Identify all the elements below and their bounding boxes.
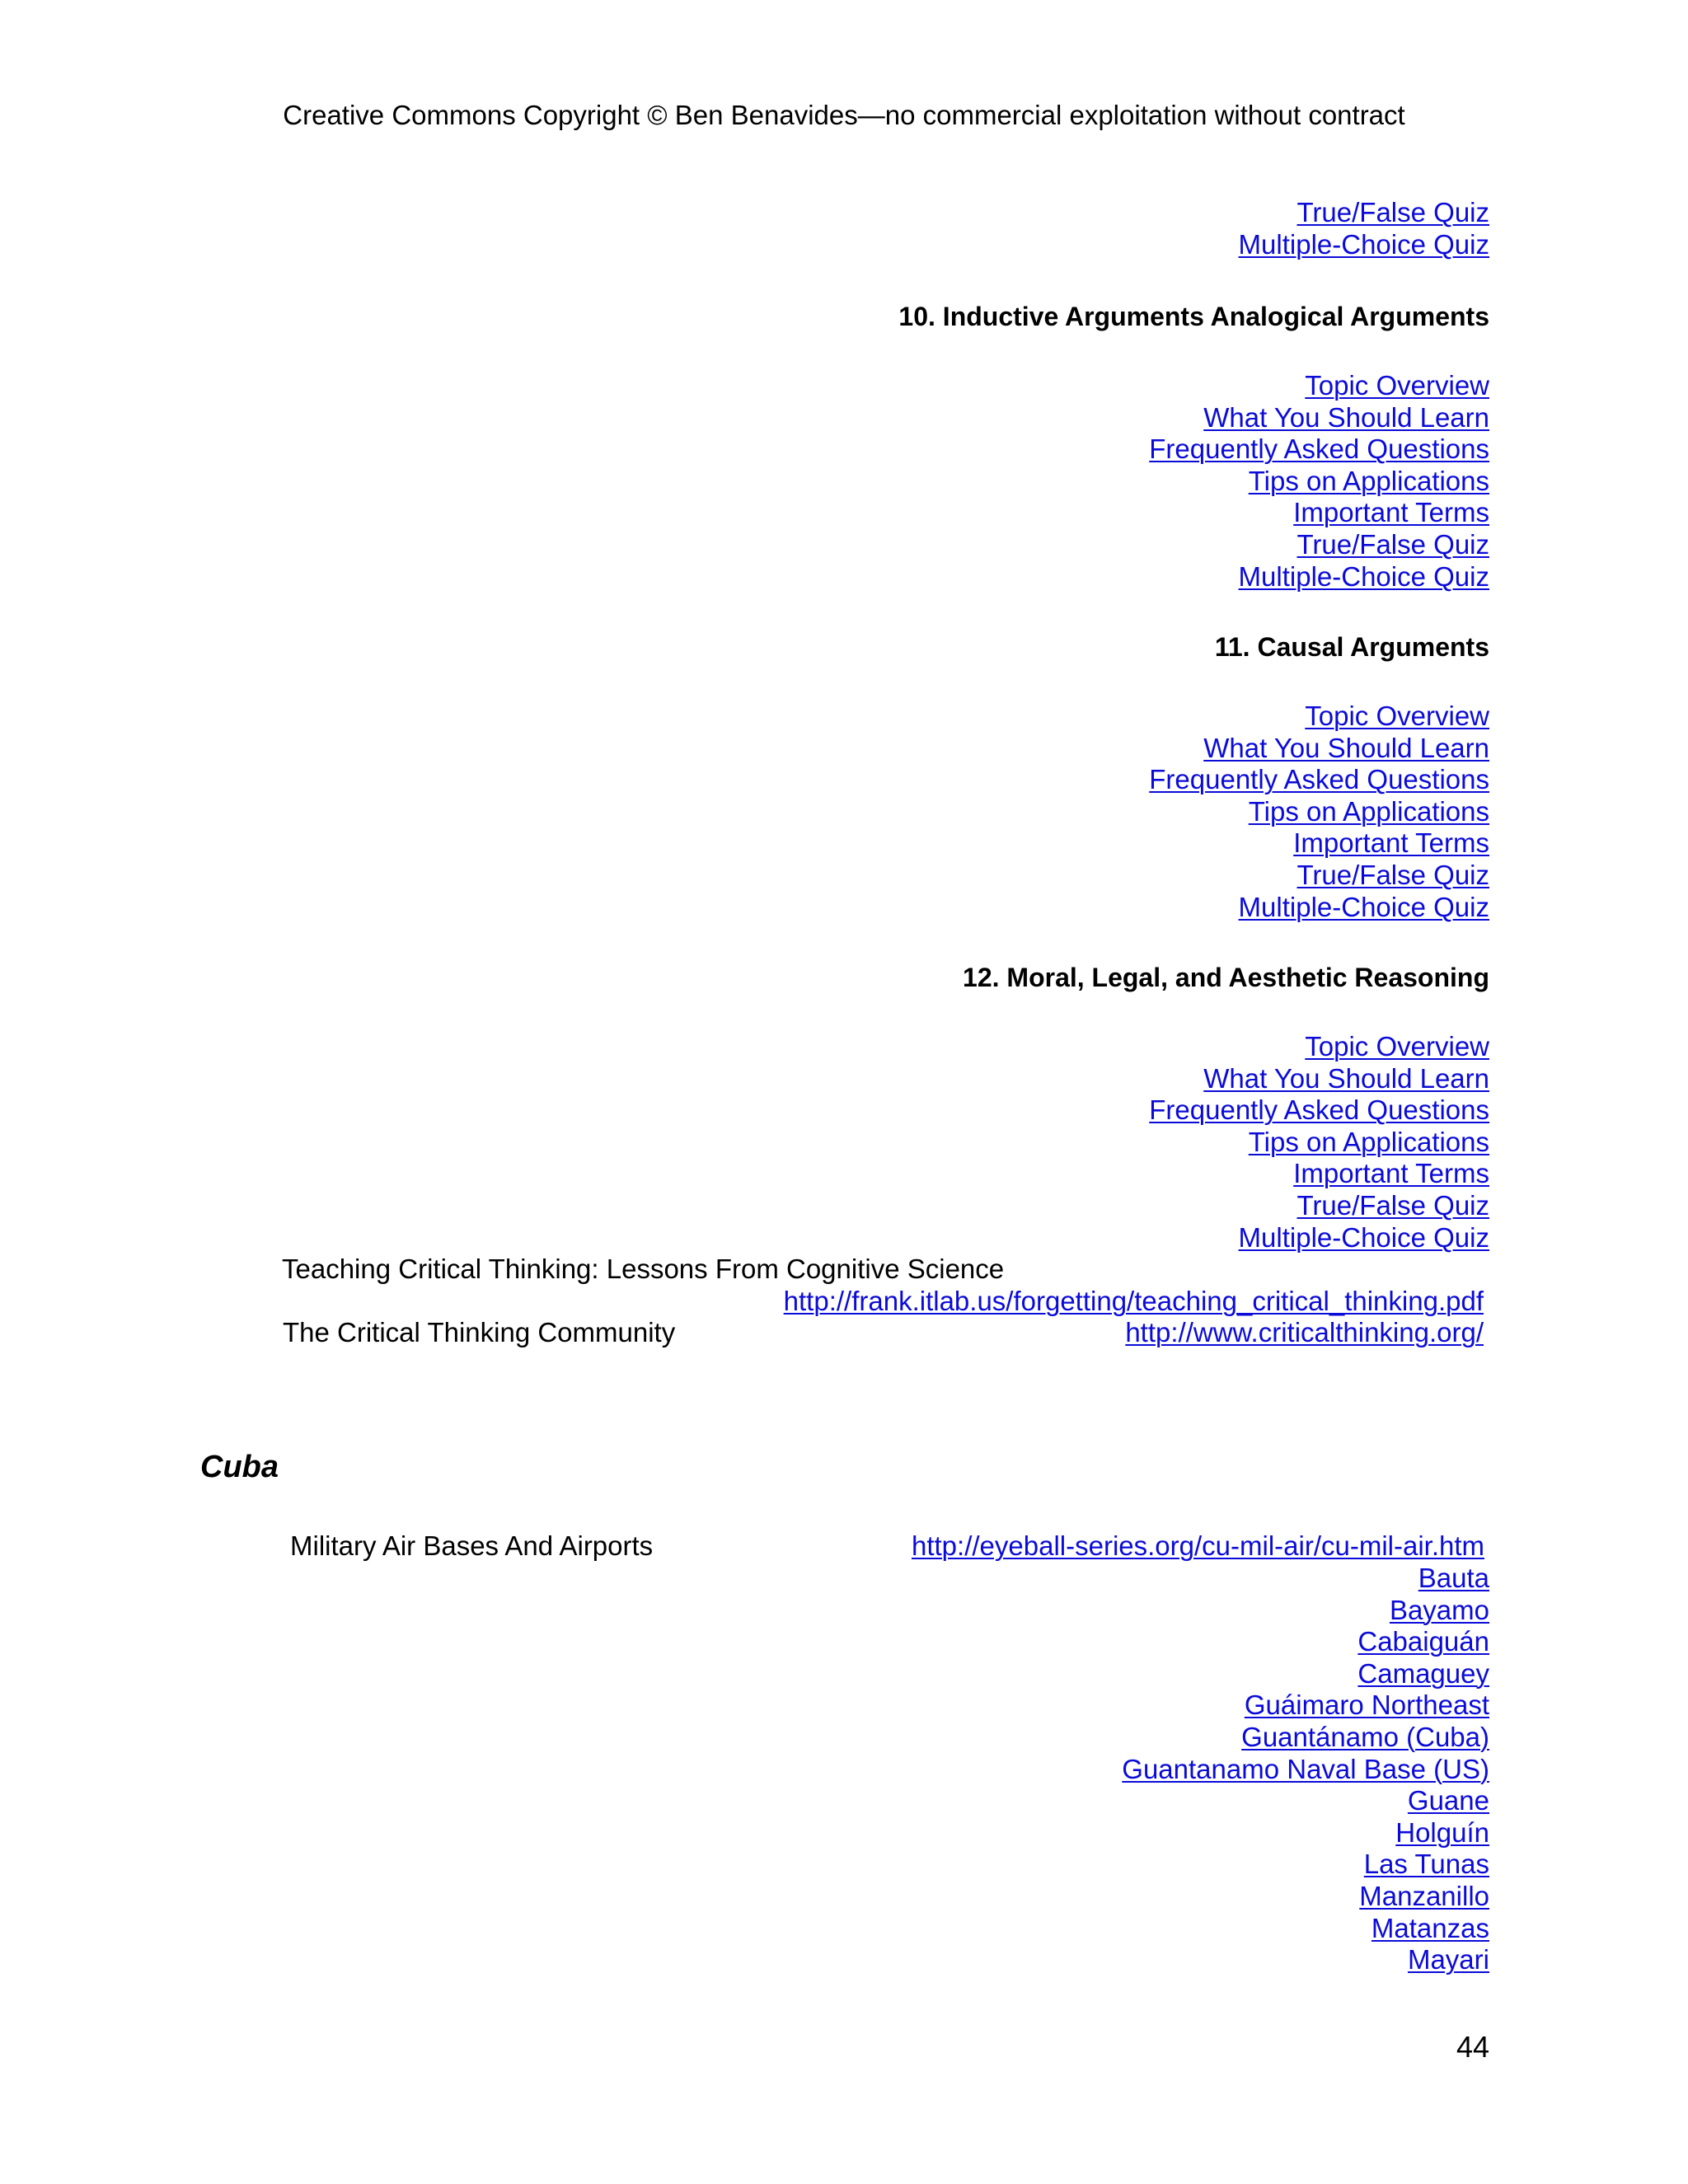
link-base-bauta[interactable]: Bauta bbox=[1418, 1563, 1489, 1593]
link-important-terms[interactable]: Important Terms bbox=[1293, 1158, 1489, 1189]
link-multiple-choice-quiz[interactable]: Multiple-Choice Quiz bbox=[1238, 560, 1489, 592]
link-base-manzanillo[interactable]: Manzanillo bbox=[1359, 1880, 1489, 1911]
link-what-you-should-learn[interactable]: What You Should Learn bbox=[1203, 1062, 1489, 1094]
link-important-terms[interactable]: Important Terms bbox=[1293, 497, 1489, 528]
resource-url-cognitive-science[interactable]: http://frank.itlab.us/forgetting/teaching_critical_thinking.pdf bbox=[783, 1286, 1484, 1316]
link-multiple-choice-quiz[interactable]: Multiple-Choice Quiz bbox=[1238, 1221, 1489, 1253]
section-10-links bbox=[1149, 370, 1489, 593]
link-base-mayari[interactable]: Mayari bbox=[1407, 1944, 1489, 1975]
link-true-false-quiz[interactable]: True/False Quiz bbox=[1296, 859, 1489, 890]
link-what-you-should-learn[interactable]: What You Should Learn bbox=[1203, 401, 1489, 433]
resource-title-cognitive-science: Teaching Critical Thinking: Lessons From Cognitive Science bbox=[282, 1254, 1005, 1284]
resource-url-critical-thinking-community[interactable]: http://www.criticalthinking.org/ bbox=[1125, 1317, 1484, 1347]
link-faq[interactable]: Frequently Asked Questions bbox=[1149, 1094, 1489, 1126]
link-base-matanzas[interactable]: Matanzas bbox=[1371, 1912, 1489, 1943]
link-base-holguin[interactable]: Holguín bbox=[1395, 1816, 1489, 1848]
link-what-you-should-learn[interactable]: What You Should Learn bbox=[1203, 732, 1489, 763]
link-faq[interactable]: Frequently Asked Questions bbox=[1149, 764, 1489, 795]
section-11-links bbox=[1149, 701, 1489, 923]
top-link-list bbox=[1239, 197, 1489, 260]
link-base-cabaiguan[interactable]: Cabaiguán bbox=[1357, 1626, 1489, 1657]
link-tips-on-applications[interactable]: Tips on Applications bbox=[1248, 465, 1489, 496]
link-multiple-choice-quiz[interactable]: Multiple-Choice Quiz bbox=[1238, 228, 1489, 260]
link-base-bayamo[interactable]: Bayamo bbox=[1389, 1594, 1489, 1625]
link-true-false-quiz[interactable]: True/False Quiz bbox=[1296, 197, 1489, 227]
link-topic-overview[interactable]: Topic Overview bbox=[1305, 701, 1489, 731]
link-base-guantanamo-naval-base[interactable]: Guantanamo Naval Base (US) bbox=[1122, 1753, 1489, 1784]
link-topic-overview[interactable]: Topic Overview bbox=[1305, 370, 1489, 401]
cuba-entry-title: Military Air Bases And Airports bbox=[290, 1530, 654, 1561]
section-11-heading: 11. Causal Arguments bbox=[1214, 632, 1489, 662]
link-base-guantanamo-cuba[interactable]: Guantánamo (Cuba) bbox=[1241, 1721, 1489, 1752]
link-base-guaimaro-northeast[interactable]: Guáimaro Northeast bbox=[1244, 1690, 1489, 1721]
link-multiple-choice-quiz[interactable]: Multiple-Choice Quiz bbox=[1238, 891, 1489, 922]
section-heading-cuba: Cuba bbox=[200, 1450, 279, 1484]
link-tips-on-applications[interactable]: Tips on Applications bbox=[1248, 795, 1489, 827]
page-header: Creative Commons Copyright © Ben Benavides—no commercial exploitation without contract bbox=[283, 100, 1405, 130]
link-base-camaguey[interactable]: Camaguey bbox=[1357, 1657, 1489, 1689]
cuba-entry-url[interactable]: http://eyeball-series.org/cu-mil-air/cu-mil-air.htm bbox=[911, 1530, 1484, 1561]
link-faq[interactable]: Frequently Asked Questions bbox=[1149, 434, 1489, 465]
link-base-guane[interactable]: Guane bbox=[1407, 1785, 1489, 1816]
cuba-base-list bbox=[1122, 1563, 1489, 1976]
link-true-false-quiz[interactable]: True/False Quiz bbox=[1296, 1189, 1489, 1221]
link-tips-on-applications[interactable]: Tips on Applications bbox=[1248, 1126, 1489, 1157]
link-important-terms[interactable]: Important Terms bbox=[1293, 827, 1489, 859]
link-true-false-quiz[interactable]: True/False Quiz bbox=[1296, 528, 1489, 560]
resource-title-critical-thinking-community: The Critical Thinking Community bbox=[283, 1317, 676, 1347]
link-base-las-tunas[interactable]: Las Tunas bbox=[1363, 1849, 1489, 1880]
section-12-heading: 12. Moral, Legal, and Aesthetic Reasoning bbox=[963, 963, 1489, 992]
section-12-links bbox=[1149, 1031, 1489, 1254]
link-topic-overview[interactable]: Topic Overview bbox=[1305, 1031, 1489, 1062]
section-10-heading: 10. Inductive Arguments Analogical Arguments bbox=[898, 302, 1489, 331]
page-number: 44 bbox=[1456, 2030, 1489, 2064]
